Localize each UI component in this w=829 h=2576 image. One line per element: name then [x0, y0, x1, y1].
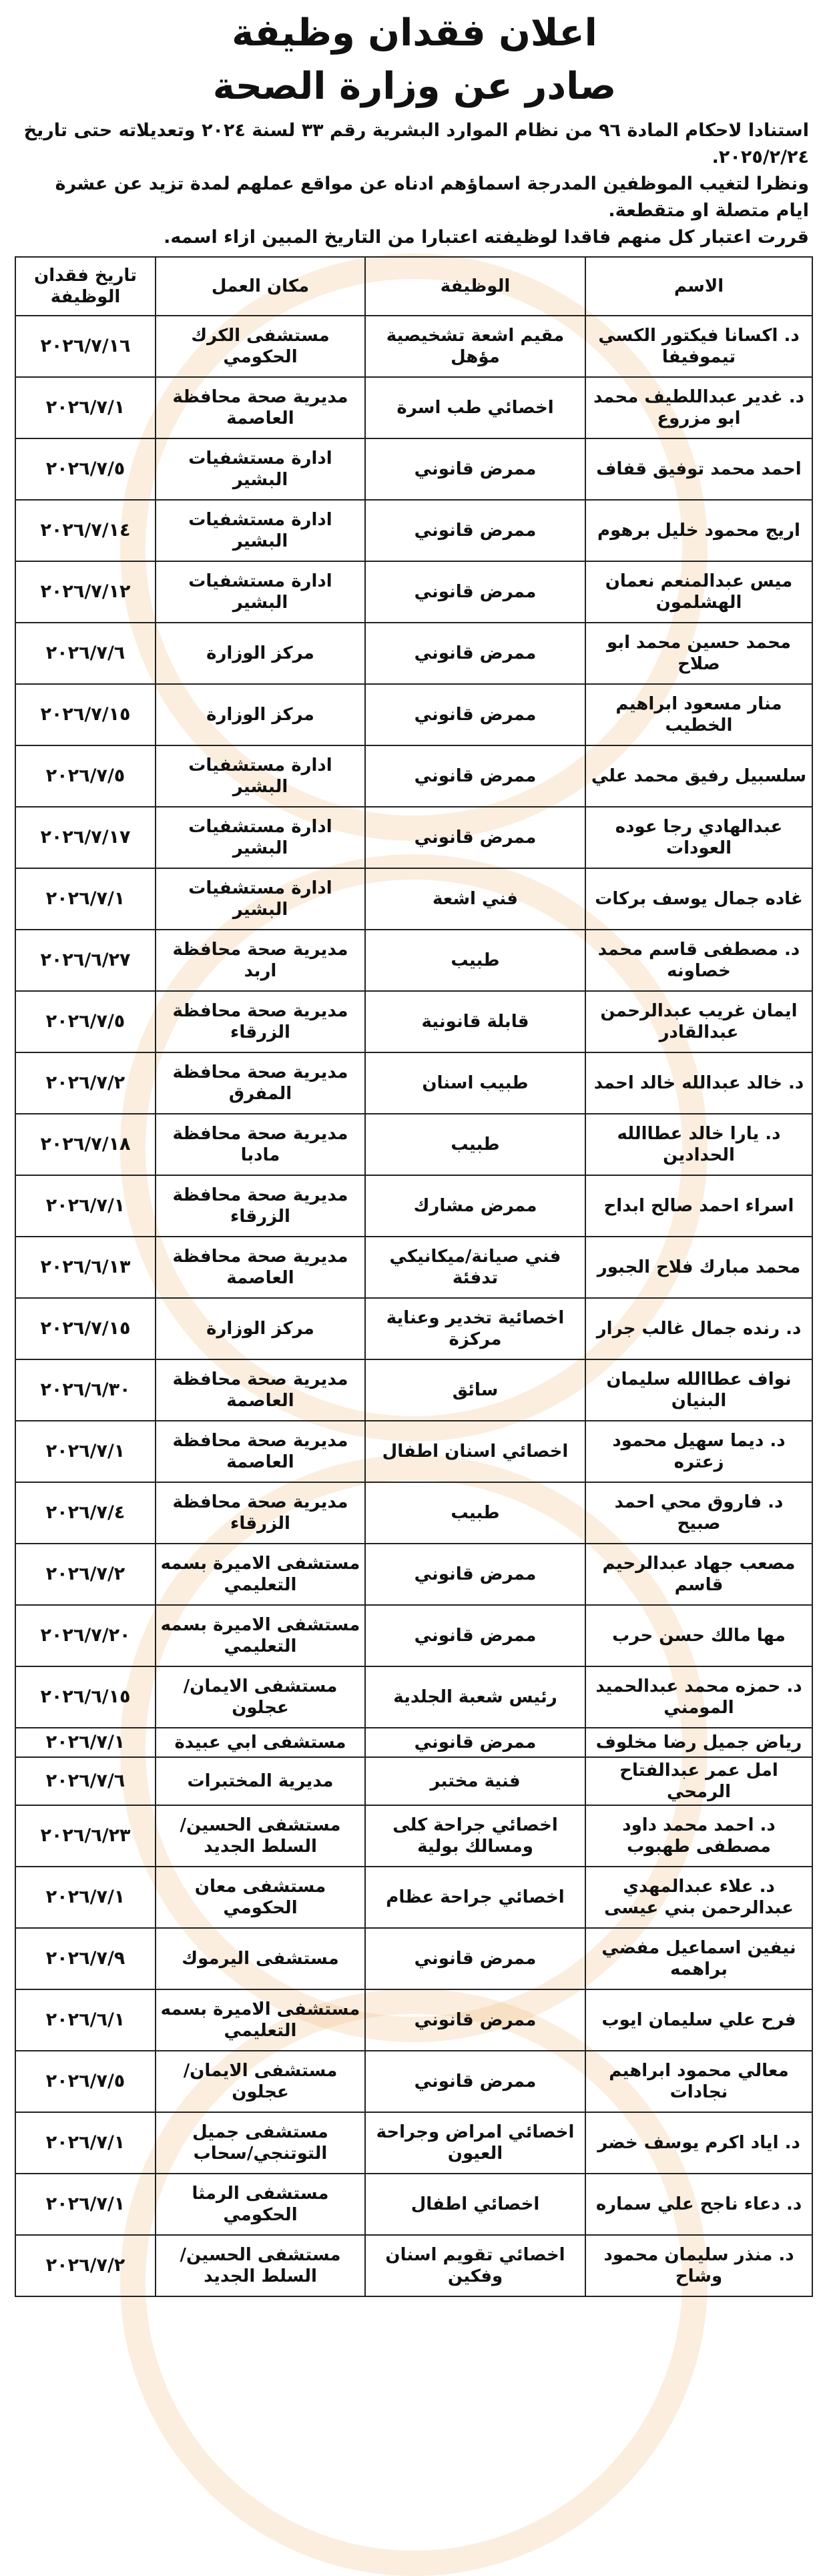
column-header-place: مكان العمل: [156, 257, 365, 316]
job-title-cell: ممرض قانوني: [365, 438, 585, 500]
table-row: [15, 1544, 812, 1605]
workplace-cell: مديرية صحة محافظة الزرقاء: [156, 1175, 365, 1237]
table-row: [15, 2112, 812, 2174]
employee-name-cell: د. حمزه محمد عبدالحميد المومني: [585, 1666, 812, 1728]
loss-date-cell: ٢٠٢٦/٧/٥: [15, 2051, 156, 2112]
loss-date-cell: ٢٠٢٦/٧/١٨: [15, 1114, 156, 1175]
column-header-name: الاسم: [585, 257, 812, 316]
job-title-cell: اخصائية تخدير وعناية مركزة: [365, 1298, 585, 1359]
workplace-cell: ادارة مستشفيات البشير: [156, 868, 365, 930]
employee-name-cell: نيفين اسماعيل مفضي براهمه: [585, 1928, 812, 1989]
table-row: [15, 1421, 812, 1482]
workplace-cell: مستشفى الاميرة بسمه التعليمي: [156, 1544, 365, 1605]
employee-name-cell: اسراء احمد صالح ابداح: [585, 1175, 812, 1237]
employee-name-cell: د. خالد عبدالله خالد احمد: [585, 1052, 812, 1114]
job-title-cell: فنية مختبر: [365, 1757, 585, 1805]
workplace-cell: مديرية صحة محافظة العاصمة: [156, 1359, 365, 1421]
loss-date-cell: ٢٠٢٦/٧/٢: [15, 2235, 156, 2296]
workplace-cell: مستشفى الرمثا الحكومي: [156, 2174, 365, 2235]
workplace-cell: ادارة مستشفيات البشير: [156, 561, 365, 623]
workplace-cell: مستشفى معان الحكومي: [156, 1867, 365, 1928]
loss-date-cell: ٢٠٢٦/٧/١: [15, 1175, 156, 1237]
job-title-cell: فني اشعة: [365, 868, 585, 930]
table-row: [15, 991, 812, 1052]
workplace-cell: مستشفى الحسين/ السلط الجديد: [156, 2235, 365, 2296]
employee-name-cell: ايمان غريب عبدالرحمن عبدالقادر: [585, 991, 812, 1052]
employee-name-cell: د. فاروق محي احمد صبيح: [585, 1482, 812, 1544]
intro-text: [20, 117, 809, 251]
loss-date-cell: ٢٠٢٦/٧/٤: [15, 1482, 156, 1544]
job-title-cell: طبيب: [365, 1114, 585, 1175]
employee-name-cell: محمد مبارك فلاح الجبور: [585, 1237, 812, 1298]
job-title-cell: رئيس شعبة الجلدية: [365, 1666, 585, 1728]
loss-date-cell: ٢٠٢٦/٦/١٣: [15, 1237, 156, 1298]
table-row: [15, 1805, 812, 1867]
job-title-cell: اخصائي جراحة كلى ومسالك بولية: [365, 1805, 585, 1867]
loss-date-cell: ٢٠٢٦/٧/٢: [15, 1052, 156, 1114]
table-row: [15, 1114, 812, 1175]
employee-name-cell: اريج محمود خليل برهوم: [585, 500, 812, 561]
table-row: [15, 623, 812, 684]
employee-name-cell: محمد حسين محمد ابو صلاح: [585, 623, 812, 684]
employee-name-cell: رياض جميل رضا مخلوف: [585, 1728, 812, 1757]
loss-date-cell: ٢٠٢٦/٧/٩: [15, 1928, 156, 1989]
job-title-cell: طبيب: [365, 1482, 585, 1544]
job-title-cell: قابلة قانونية: [365, 991, 585, 1052]
employee-name-cell: معالي محمود ابراهيم نجادات: [585, 2051, 812, 2112]
notice-subtitle: صادر عن وزارة الصحة: [212, 65, 617, 108]
job-title-cell: سائق: [365, 1359, 585, 1421]
loss-date-cell: ٢٠٢٦/٧/٥: [15, 745, 156, 807]
table-row: [15, 500, 812, 561]
table-row: [15, 1666, 812, 1728]
employee-name-cell: مها مالك حسن حرب: [585, 1605, 812, 1666]
column-header-date: تاريخ فقدان الوظيفة: [15, 257, 156, 316]
employee-name-cell: د. غدير عبداللطيف محمد ابو مزروع: [585, 377, 812, 438]
employee-name-cell: د. يارا خالد عطاالله الحدادين: [585, 1114, 812, 1175]
table-row: [15, 1928, 812, 1989]
job-title-cell: طبيب اسنان: [365, 1052, 585, 1114]
workplace-cell: مركز الوزارة: [156, 623, 365, 684]
intro-paragraph: استنادا لاحكام المادة ٩٦ من نظام الموارد البشرية رقم ٣٣ لسنة ٢٠٢٤ وتعديلاته حتى تاريخ ٢٠٢٥/٢/٢٤.: [23, 120, 809, 168]
job-title-cell: ممرض قانوني: [365, 807, 585, 868]
loss-date-cell: ٢٠٢٦/٦/٢٧: [15, 930, 156, 991]
workplace-cell: مديرية صحة محافظة العاصمة: [156, 377, 365, 438]
loss-date-cell: ٢٠٢٦/٧/١: [15, 868, 156, 930]
job-title-cell: فني صيانة/ميكانيكي تدفئة: [365, 1237, 585, 1298]
employee-name-cell: د. دعاء ناجح علي سماره: [585, 2174, 812, 2235]
workplace-cell: ادارة مستشفيات البشير: [156, 807, 365, 868]
employee-name-cell: امل عمر عبدالفتاح الرمحي: [585, 1757, 812, 1805]
job-title-cell: اخصائي امراض وجراحة العيون: [365, 2112, 585, 2174]
table-row: [15, 2051, 812, 2112]
employee-name-cell: د. اكسانا فيكتور الكسي تيموفيفا: [585, 316, 812, 377]
job-title-cell: اخصائي اسنان اطفال: [365, 1421, 585, 1482]
job-title-cell: ممرض قانوني: [365, 1928, 585, 1989]
column-header-job: الوظيفة: [365, 257, 585, 316]
loss-date-cell: ٢٠٢٦/٧/١٥: [15, 1298, 156, 1359]
workplace-cell: مستشفى الايمان/ عجلون: [156, 2051, 365, 2112]
workplace-cell: مديرية المختبرات: [156, 1757, 365, 1805]
job-title-cell: ممرض قانوني: [365, 561, 585, 623]
workplace-cell: مركز الوزارة: [156, 1298, 365, 1359]
workplace-cell: مديرية صحة محافظة المفرق: [156, 1052, 365, 1114]
employee-name-cell: نواف عطاالله سليمان البنيان: [585, 1359, 812, 1421]
table-row: [15, 377, 812, 438]
loss-date-cell: ٢٠٢٦/٧/١٢: [15, 561, 156, 623]
workplace-cell: مستشفى الاميرة بسمه التعليمي: [156, 1605, 365, 1666]
employee-name-cell: د. مصطفى قاسم محمد خصاونه: [585, 930, 812, 991]
loss-date-cell: ٢٠٢٦/٧/٢٠: [15, 1605, 156, 1666]
job-title-cell: ممرض قانوني: [365, 500, 585, 561]
loss-date-cell: ٢٠٢٦/٧/٦: [15, 1757, 156, 1805]
job-title-cell: ممرض قانوني: [365, 1728, 585, 1757]
employee-name-cell: د. منذر سليمان محمود وشاح: [585, 2235, 812, 2296]
loss-date-cell: ٢٠٢٦/٦/٢٣: [15, 1805, 156, 1867]
table-row: [15, 684, 812, 745]
employee-name-cell: د. رنده جمال غالب جرار: [585, 1298, 812, 1359]
employee-name-cell: د. احمد محمد داود مصطفى طهبوب: [585, 1805, 812, 1867]
workplace-cell: ادارة مستشفيات البشير: [156, 745, 365, 807]
loss-date-cell: ٢٠٢٦/٧/١: [15, 1421, 156, 1482]
employee-name-cell: منار مسعود ابراهيم الخطيب: [585, 684, 812, 745]
job-title-cell: ممرض قانوني: [365, 745, 585, 807]
table-row: [15, 1482, 812, 1544]
workplace-cell: مستشفى الحسين/ السلط الجديد: [156, 1805, 365, 1867]
table-row: [15, 1052, 812, 1114]
workplace-cell: مديرية صحة محافظة العاصمة: [156, 1421, 365, 1482]
workplace-cell: مستشفى الكرك الحكومي: [156, 316, 365, 377]
intro-paragraph: ونظرا لتغيب الموظفين المدرجة اسماؤهم ادناه عن مواقع عملهم لمدة تزيد عن عشرة ايام متصلة او متقطعة.: [55, 174, 809, 221]
employee-name-cell: د. اياد اكرم يوسف خضر: [585, 2112, 812, 2174]
workplace-cell: ادارة مستشفيات البشير: [156, 500, 365, 561]
job-title-cell: ممرض قانوني: [365, 2051, 585, 2112]
workplace-cell: مستشفى اليرموك: [156, 1928, 365, 1989]
table-row: [15, 1175, 812, 1237]
table-header-row: [15, 257, 812, 316]
employee-name-cell: عبدالهادي رجا عوده العودات: [585, 807, 812, 868]
workplace-cell: مديرية صحة محافظة اربد: [156, 930, 365, 991]
job-title-cell: ممرض قانوني: [365, 623, 585, 684]
job-title-cell: اخصائي طب اسرة: [365, 377, 585, 438]
job-title-cell: ممرض قانوني: [365, 1989, 585, 2051]
table-row: [15, 438, 812, 500]
workplace-cell: مديرية صحة محافظة الزرقاء: [156, 991, 365, 1052]
employee-name-cell: سلسبيل رفيق محمد علي: [585, 745, 812, 807]
workplace-cell: مركز الوزارة: [156, 684, 365, 745]
workplace-cell: مستشفى جميل التوتنجي/سحاب: [156, 2112, 365, 2174]
table-row: [15, 1728, 812, 1757]
loss-date-cell: ٢٠٢٦/٦/١: [15, 1989, 156, 2051]
table-row: [15, 1605, 812, 1666]
notice-title: اعلان فقدان وظيفة: [232, 11, 597, 55]
loss-date-cell: ٢٠٢٦/٦/٣٠: [15, 1359, 156, 1421]
table-row: [15, 1867, 812, 1928]
table-row: [15, 1757, 812, 1805]
table-row: [15, 2235, 812, 2296]
job-title-cell: ممرض قانوني: [365, 1544, 585, 1605]
employee-name-cell: احمد محمد توفيق قفاف: [585, 438, 812, 500]
employees-table: [15, 256, 813, 2297]
table-row: [15, 745, 812, 807]
workplace-cell: مستشفى الاميرة بسمه التعليمي: [156, 1989, 365, 2051]
job-title-cell: ممرض قانوني: [365, 1605, 585, 1666]
table-row: [15, 1989, 812, 2051]
loss-date-cell: ٢٠٢٦/٧/٢: [15, 1544, 156, 1605]
table-body: [15, 316, 812, 2296]
loss-date-cell: ٢٠٢٦/٧/١: [15, 377, 156, 438]
employee-name-cell: مصعب جهاد عبدالرحيم قاسم: [585, 1544, 812, 1605]
loss-date-cell: ٢٠٢٦/٧/١٤: [15, 500, 156, 561]
workplace-cell: مستشفى الايمان/ عجلون: [156, 1666, 365, 1728]
table-row: [15, 1359, 812, 1421]
loss-date-cell: ٢٠٢٦/٧/٦: [15, 623, 156, 684]
job-title-cell: اخصائي تقويم اسنان وفكين: [365, 2235, 585, 2296]
workplace-cell: مديرية صحة محافظة الزرقاء: [156, 1482, 365, 1544]
job-title-cell: مقيم اشعة تشخيصية مؤهل: [365, 316, 585, 377]
table-row: [15, 1298, 812, 1359]
loss-date-cell: ٢٠٢٦/٧/١: [15, 1867, 156, 1928]
workplace-cell: مديرية صحة محافظة العاصمة: [156, 1237, 365, 1298]
table-row: [15, 316, 812, 377]
table-row: [15, 561, 812, 623]
workplace-cell: ادارة مستشفيات البشير: [156, 438, 365, 500]
table-row: [15, 930, 812, 991]
table-row: [15, 1237, 812, 1298]
workplace-cell: مستشفى ابي عبيدة: [156, 1728, 365, 1757]
job-title-cell: اخصائي اطفال: [365, 2174, 585, 2235]
employee-name-cell: د. علاء عبدالمهدي عبدالرحمن بني عيسى: [585, 1867, 812, 1928]
loss-date-cell: ٢٠٢٦/٧/١٧: [15, 807, 156, 868]
job-title-cell: ممرض قانوني: [365, 684, 585, 745]
table-row: [15, 807, 812, 868]
loss-date-cell: ٢٠٢٦/٧/٥: [15, 438, 156, 500]
employee-name-cell: ميس عبدالمنعم نعمان الهشلمون: [585, 561, 812, 623]
job-title-cell: ممرض مشارك: [365, 1175, 585, 1237]
loss-date-cell: ٢٠٢٦/٧/١: [15, 2112, 156, 2174]
workplace-cell: مديرية صحة محافظة مادبا: [156, 1114, 365, 1175]
loss-date-cell: ٢٠٢٦/٧/١: [15, 2174, 156, 2235]
job-title-cell: طبيب: [365, 930, 585, 991]
employee-name-cell: غاده جمال يوسف بركات: [585, 868, 812, 930]
table-row: [15, 2174, 812, 2235]
loss-date-cell: ٢٠٢٦/٧/١: [15, 1728, 156, 1757]
employee-name-cell: فرح علي سليمان ايوب: [585, 1989, 812, 2051]
intro-paragraph: قررت اعتبار كل منهم فاقدا لوظيفته اعتبارا من التاريخ المبين ازاء اسمه.: [164, 227, 809, 248]
loss-date-cell: ٢٠٢٦/٧/٥: [15, 991, 156, 1052]
loss-date-cell: ٢٠٢٦/٦/١٥: [15, 1666, 156, 1728]
table-row: [15, 868, 812, 930]
loss-date-cell: ٢٠٢٦/٧/١٥: [15, 684, 156, 745]
employee-name-cell: د. ديما سهيل محمود زعتره: [585, 1421, 812, 1482]
job-title-cell: اخصائي جراحة عظام: [365, 1867, 585, 1928]
loss-date-cell: ٢٠٢٦/٧/١٦: [15, 316, 156, 377]
